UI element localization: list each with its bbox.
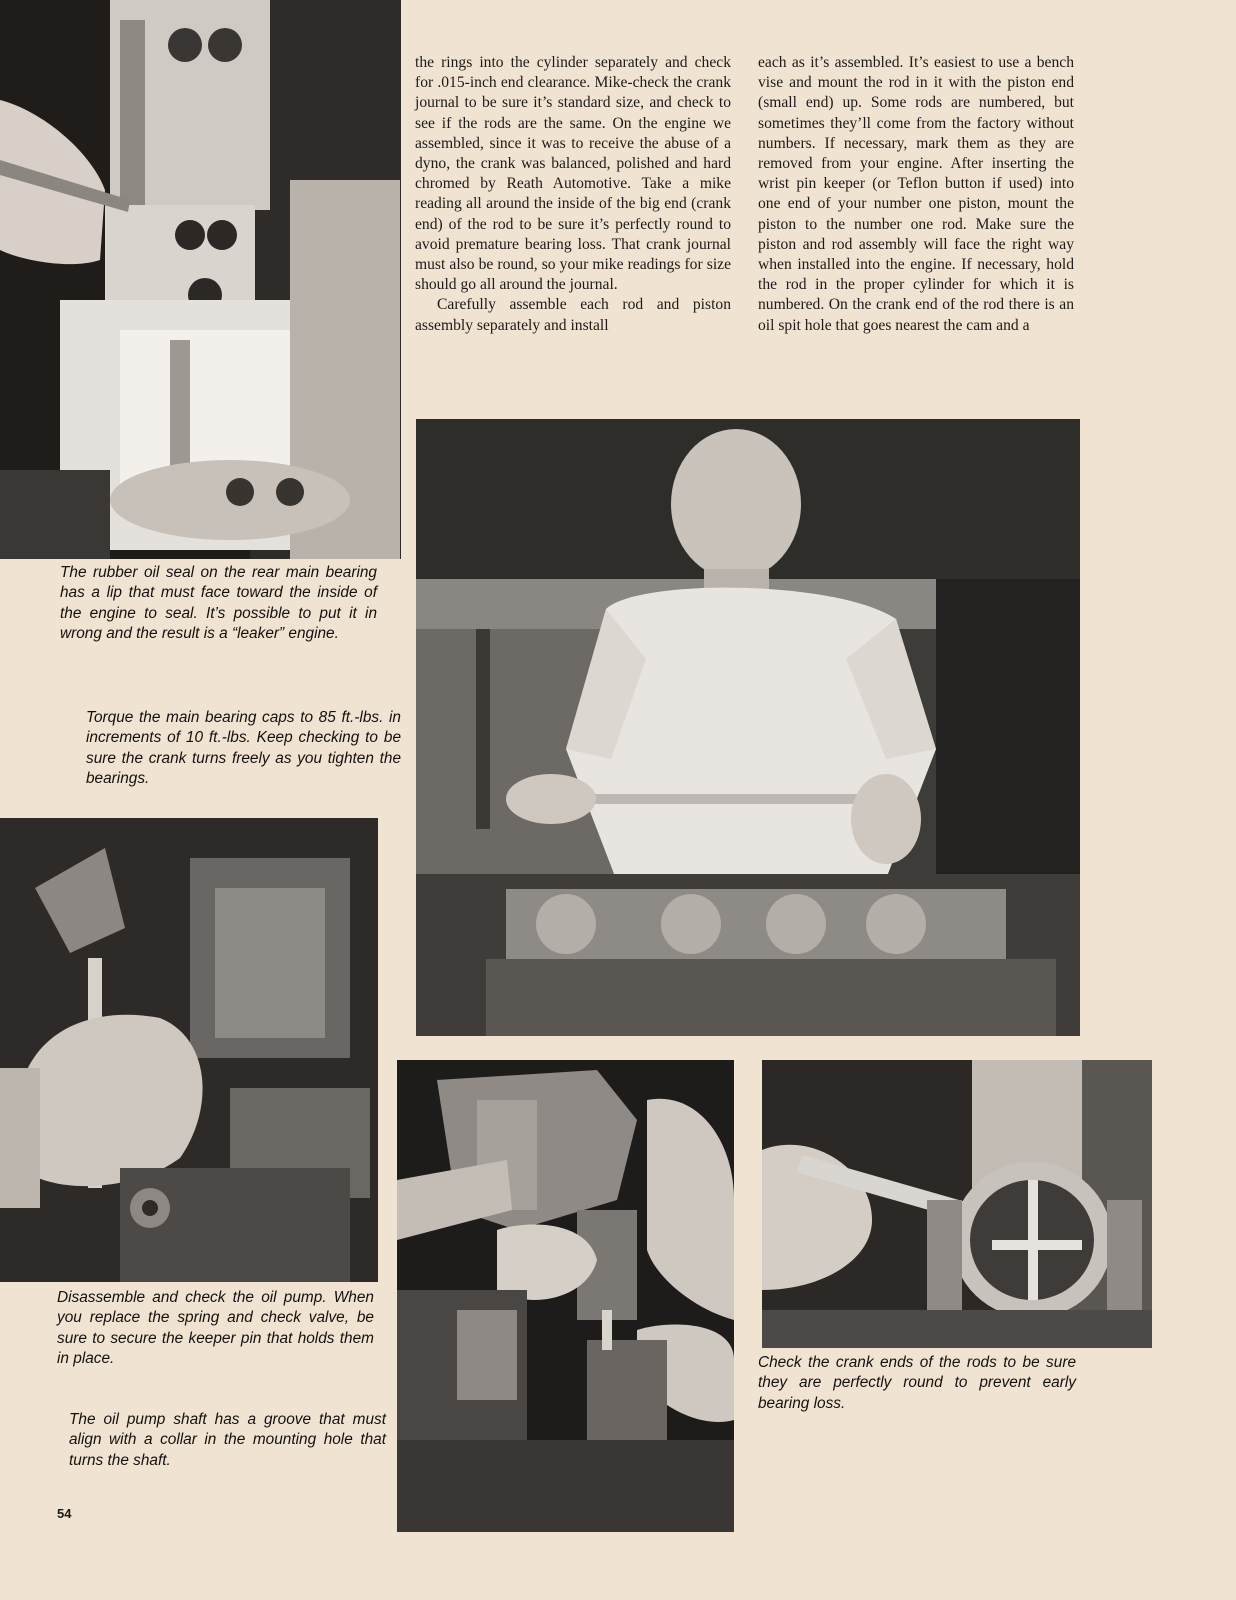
- oil-pump-keeper-photo: [0, 818, 378, 1282]
- page-number: 54: [57, 1506, 72, 1521]
- caption-rear-seal: The rubber oil seal on the rear main bearing has a lip that must face toward the inside of the engine to seal. It’s possible to put it in wrong and the result is a “leaker” engine.: [60, 564, 377, 643]
- torque-wrench-photo: [416, 419, 1080, 1036]
- body-paragraph: each as it’s assembled. It’s easiest to use a bench vise and mount the rod in it with the piston end (small end) up. Some rods are numbered, but sometimes they’ll come from the factory without numbers. If necessary, mark them as they are removed from your engine. After inserting the wrist pin keeper (or Teflon button if used) into one end of your number one piston, mount the piston to the number one rod. Make sure the piston and rod assembly will face the right way when installed into the engine. If necessary, hold the rod in the proper cylinder for which it is numbered. On the crank end of the rod there is an oil spit hole that goes nearest the cam and a: [758, 54, 1074, 334]
- caption-rod-ends: Check the crank ends of the rods to be sure they are perfectly round to prevent early bearing loss.: [758, 1354, 1076, 1412]
- caption-pump-shaft: The oil pump shaft has a groove that must align with a collar in the mounting hole that turns the shaft.: [69, 1411, 386, 1469]
- body-column-2: [758, 53, 1074, 336]
- body-paragraph: the rings into the cylinder separately and check for .015-inch end clearance. Mike-check the crank journal to be sure it’s standard size, and check to see if the rods are the same. On the engine we assembled, since it was to receive the abuse of a dyno, the crank was balanced, polished and hard chromed by Reath Automotive. Take a mike reading all around the inside of the big end (crank end) of the rod to be sure it’s perfectly round to avoid premature bearing loss. That crank journal must also be round, so your mike readings for size should go all around the journal.: [415, 54, 731, 294]
- body-paragraph: Carefully assemble each rod and piston assembly separately and install: [415, 296, 731, 334]
- rod-end-gauge-photo: [762, 1060, 1152, 1348]
- caption-torque: Torque the main bearing caps to 85 ft.-lbs. in increments of 10 ft.-lbs. Keep checking to be sure the crank turns freely as you tighten the bearings.: [86, 709, 401, 788]
- rear-main-seal-photo: [0, 0, 401, 559]
- caption-oil-pump: Disassemble and check the oil pump. When you replace the spring and check valve, be sure to secure the keeper pin that holds them in place.: [57, 1289, 374, 1368]
- body-column-1: [415, 53, 731, 336]
- oil-pump-shaft-photo: [397, 1060, 734, 1532]
